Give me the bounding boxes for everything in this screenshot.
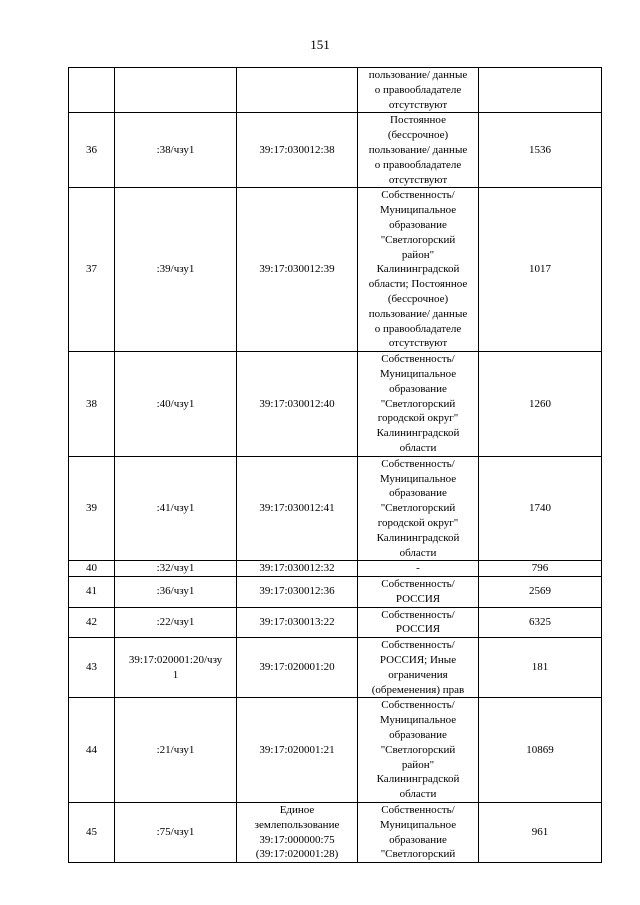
row-number-cell: 40 — [69, 561, 115, 577]
part-designation-cell: :75/чзу1 — [115, 803, 237, 863]
area-cell: 181 — [479, 638, 602, 698]
table-body — [69, 68, 602, 863]
row-number-cell: 45 — [69, 803, 115, 863]
area-cell: 10869 — [479, 698, 602, 803]
row-number-cell: 42 — [69, 607, 115, 638]
table-row — [69, 803, 602, 863]
rights-cell: пользование/ данные о правообладателе отсутствуют — [358, 68, 479, 113]
cadastral-number-cell: 39:17:030012:38 — [237, 113, 358, 188]
cadastral-number-cell: 39:17:030012:36 — [237, 577, 358, 608]
area-cell — [479, 68, 602, 113]
rights-cell: Собственность/ Муниципальное образование "Светлогорский — [358, 803, 479, 863]
table-row — [69, 113, 602, 188]
table-row — [69, 188, 602, 352]
table-row — [69, 577, 602, 608]
cadastral-number-cell: 39:17:030012:39 — [237, 188, 358, 352]
table-row — [69, 638, 602, 698]
area-cell: 1740 — [479, 456, 602, 561]
table-row — [69, 68, 602, 113]
cadastral-number-cell: 39:17:030012:40 — [237, 352, 358, 457]
rights-cell: Собственность/ Муниципальное образование "Светлогорский городской округ" Калининградской области — [358, 456, 479, 561]
cadastral-number-cell: 39:17:020001:20 — [237, 638, 358, 698]
row-number-cell: 36 — [69, 113, 115, 188]
part-designation-cell: 39:17:020001:20/чзу 1 — [115, 638, 237, 698]
area-cell: 1260 — [479, 352, 602, 457]
part-designation-cell: :40/чзу1 — [115, 352, 237, 457]
table-row — [69, 607, 602, 638]
table-row — [69, 352, 602, 457]
part-designation-cell: :32/чзу1 — [115, 561, 237, 577]
row-number-cell: 41 — [69, 577, 115, 608]
area-cell: 1536 — [479, 113, 602, 188]
land-plots-table — [68, 67, 602, 863]
row-number-cell: 37 — [69, 188, 115, 352]
table-row — [69, 456, 602, 561]
part-designation-cell: :21/чзу1 — [115, 698, 237, 803]
part-designation-cell — [115, 68, 237, 113]
row-number-cell: 38 — [69, 352, 115, 457]
row-number-cell: 44 — [69, 698, 115, 803]
part-designation-cell: :22/чзу1 — [115, 607, 237, 638]
rights-cell: Собственность/ Муниципальное образование "Светлогорский район" Калининградской области; Постоянное (бессрочное) пользование/ данные о правообладателе отсутствуют — [358, 188, 479, 352]
cadastral-number-cell — [237, 68, 358, 113]
area-cell: 1017 — [479, 188, 602, 352]
rights-cell: - — [358, 561, 479, 577]
cadastral-number-cell: 39:17:020001:21 — [237, 698, 358, 803]
part-designation-cell: :41/чзу1 — [115, 456, 237, 561]
row-number-cell: 43 — [69, 638, 115, 698]
page-number: 151 — [310, 37, 330, 52]
area-cell: 961 — [479, 803, 602, 863]
cadastral-number-cell: 39:17:030012:41 — [237, 456, 358, 561]
cadastral-number-cell: 39:17:030012:32 — [237, 561, 358, 577]
rights-cell: Собственность/ Муниципальное образование "Светлогорский район" Калининградской области — [358, 698, 479, 803]
part-designation-cell: :36/чзу1 — [115, 577, 237, 608]
area-cell: 6325 — [479, 607, 602, 638]
part-designation-cell: :38/чзу1 — [115, 113, 237, 188]
rights-cell: Собственность/ РОССИЯ — [358, 577, 479, 608]
area-cell: 2569 — [479, 577, 602, 608]
cadastral-number-cell: Единое землепользование 39:17:000000:75 (39:17:020001:28) — [237, 803, 358, 863]
rights-cell: Собственность/ РОССИЯ; Иные ограничения (обременения) прав — [358, 638, 479, 698]
part-designation-cell: :39/чзу1 — [115, 188, 237, 352]
row-number-cell: 39 — [69, 456, 115, 561]
cadastral-number-cell: 39:17:030013:22 — [237, 607, 358, 638]
rights-cell: Собственность/ Муниципальное образование "Светлогорский городской округ" Калининградской области — [358, 352, 479, 457]
area-cell: 796 — [479, 561, 602, 577]
table-row — [69, 561, 602, 577]
row-number-cell — [69, 68, 115, 113]
table-row — [69, 698, 602, 803]
rights-cell: Постоянное (бессрочное) пользование/ данные о правообладателе отсутствуют — [358, 113, 479, 188]
rights-cell: Собственность/ РОССИЯ — [358, 607, 479, 638]
